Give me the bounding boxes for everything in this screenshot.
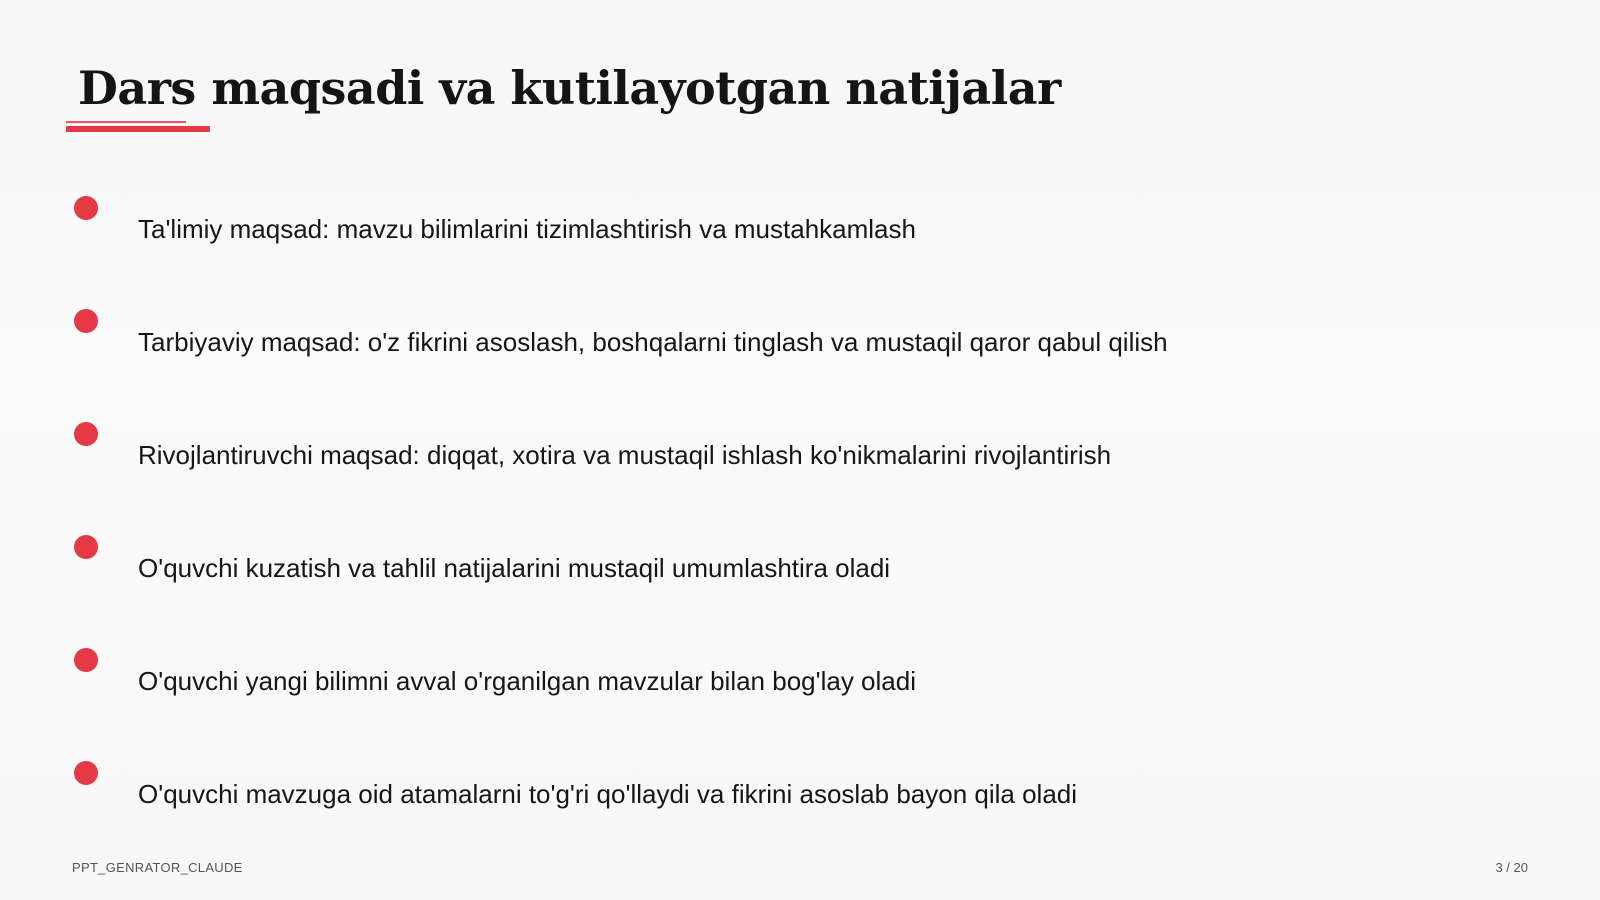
bullet-dot-icon [74,309,98,333]
bullet-text: Tarbiyaviy maqsad: o'z fikrini asoslash, boshqalarni tinglash va mustaqil qaror qabul qilish [138,327,1168,357]
bullet-text: Rivojlantiruvchi maqsad: diqqat, xotira va mustaqil ishlash ko'nikmalarini rivojlantirish [138,440,1112,470]
bullet-text: O'quvchi mavzuga oid atamalarni to'g'ri qo'llaydi va fikrini asoslab bayon qila oladi [138,779,1078,809]
list-item [0,309,1500,369]
bullet-dot-icon [74,648,98,672]
page-indicator: 3 / 20 [1495,860,1528,875]
list-item [0,196,1500,256]
footer-brand: PPT_GENRATOR_CLAUDE [72,860,243,875]
bullet-text: O'quvchi kuzatish va tahlil natijalarini mustaqil umumlashtira oladi [138,553,891,583]
bullet-text: O'quvchi yangi bilimni avval o'rganilgan mavzular bilan bog'lay oladi [138,666,916,696]
bullet-text: Ta'limiy maqsad: mavzu bilimlarini tizimlashtirish va mustahkamlash [138,214,916,244]
bullet-dot-icon [74,422,98,446]
list-item [0,648,1500,708]
list-item [0,535,1500,595]
bullet-dot-icon [74,761,98,785]
list-item [0,761,1500,821]
bullet-dot-icon [74,196,98,220]
bullet-dot-icon [74,535,98,559]
slide-title: Dars maqsadi va kutilayotgan natijalar [78,61,1061,115]
list-item [0,422,1500,482]
